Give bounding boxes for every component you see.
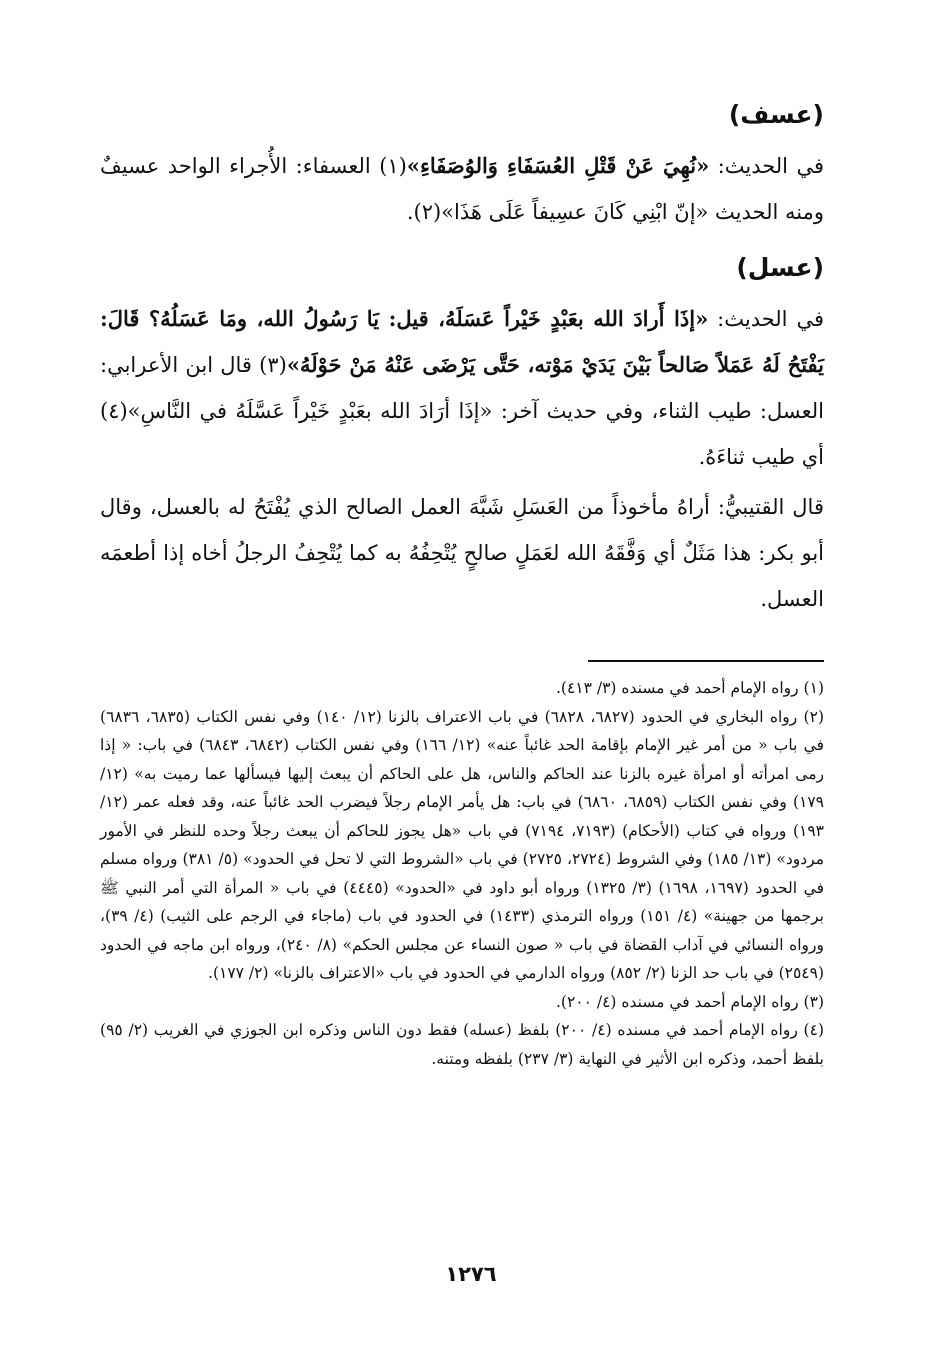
footnotes	[100, 674, 824, 1073]
paragraph-text: (١) العسفاء: الأُجراء الواحد عسيفٌ ومنه الحديث «إنّ ابْنِي كَانَ عسِيفاً عَلَى هَذَا»(٢).	[100, 154, 824, 224]
hadith-quote: «إذَا أَرادَ الله بعَبْدٍ خَيْراً عَسَلَهُ، قيل: يَا رَسُولُ الله، ومَا عَسَلُهُ؟ قَالَ: يَفْتَحُ لَهُ عَمَلاً صَالحاً بَيْنَ يَدَيْ مَوْته، حَتَّى يَرْضَى عَنْهُ مَنْ حَوْلَهُ»	[100, 306, 825, 377]
footnote-separator	[588, 660, 824, 662]
paragraph-text: (٣) قال ابن الأعرابي: العسل: طيب الثناء، وفي حديث آخر: «إذَا أرَادَ الله بعَبْدٍ خَيْراً عَسَّلَهُ في النَّاسِ»(٤) أي طيب ثناءَهُ.	[100, 353, 824, 469]
entry-heading: (عسف)	[728, 100, 824, 129]
entry-paragraph	[100, 296, 824, 480]
hadith-quote: «نُهِيَ عَنْ قَتْلِ العُسَفَاءِ وَالوُصَفَاءِ»	[406, 153, 710, 178]
paragraph-lead: في الحديث:	[708, 307, 824, 331]
footnote: (٣) رواه الإمام أحمد في مسنده (٤/ ٢٠٠).	[555, 992, 824, 1011]
page-number: ١٢٧٦	[445, 1262, 497, 1286]
entry-heading: (عسل)	[736, 253, 824, 282]
entry-paragraph	[100, 484, 824, 622]
paragraph-text: قال القتيبيُّ: أراهُ مأخوذاً من العَسَلِ شَبَّهَ العمل الصالح الذي يُفْتَحُ له بالعسل، وقال أبو بكر: هذا مَثَلٌ أي وَفَّقَهُ الله لعَمَلٍ صالحٍ يُتْحِفُهُ به كما يُتْحِفُ الرجلُ أخاه إذا أطعمَه العسل.	[100, 495, 824, 611]
paragraph-lead: في الحديث:	[709, 154, 825, 178]
footnote: (٤) رواه الإمام أحمد في مسنده (٤/ ٢٠٠) بلفظ (عسله) فقط دون الناس وذكره ابن الجوزي في الغريب (٢/ ٩٥) بلفظ أحمد، وذكره ابن الأثير في النهاية (٣/ ٢٣٧) بلفظه ومتنه.	[100, 1021, 824, 1068]
entry-paragraph	[100, 143, 824, 235]
footnote: (١) رواه الإمام أحمد في مسنده (٣/ ٤١٣).	[555, 679, 824, 697]
footnote: (٢) رواه البخاري في الحدود (٦٨٢٧، ٦٨٢٨) في باب الاعتراف بالزنا (١٢/ ١٤٠) وفي نفس الكتاب (٦٨٣٥، ٦٨٣٦) في باب « من أمر غير الإمام بإقامة الحد غائباً عنه» (١٢/ ١٦٦) وفي نفس الكتاب (٦٨٤٢، ٦٨٤٣) في باب: « إذا رمى امرأته أو امرأة غيره بالزنا عند الحاكم والناس، هل على الحاكم أن يبعث إليها فيسألها عما رميت به» (١٢/ ١٧٩) وفي نفس الكتاب (٦٨٥٩، ٦٨٦٠) في باب: هل يأمر الإمام رجلاً فيضرب الحد غائباً عنه، وقد فعله عمر (١٢/ ١٩٣) ورواه في كتاب (الأحكام) (٧١٩٣، ٧١٩٤) في باب «هل يجوز للحاكم أن يبعث رجلاً وحده للنظر في الأمور مردود» (١٣/ ١٨٥) وفي الشروط (٢٧٢٤، ٢٧٢٥) في باب «الشروط التي لا تحل في الحدود» (٥/ ٣٨١) ورواه مسلم في الحدود (١٦٩٧، ١٦٩٨) (٣/ ١٣٢٥) ورواه أبو داود في «الحدود» (٤٤٤٥) في باب « المرأة التي أمر النبي ﷺ برجمها من جهينة» (٤/ ١٥١) ورواه الترمذي (١٤٣٣) في الحدود في باب (ماجاء في الرجم على الثيب) (٤/ ٣٩)، ورواه النسائي في آداب القضاة في باب « صون النساء عن مجلس الحكم» (٨/ ٢٤٠)، ورواه ابن ماجه في الحدود (٢٥٤٩) في باب حد الزنا (٢/ ٨٥٢) ورواه الدارمي في الحدود في باب «الاعتراف بالزنا» (٢/ ١٧٧).	[100, 707, 825, 982]
